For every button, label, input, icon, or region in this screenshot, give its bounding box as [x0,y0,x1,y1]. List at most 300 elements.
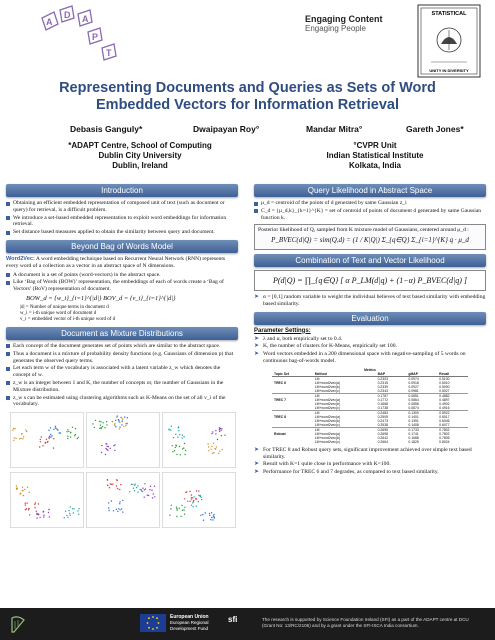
metric-cell: 0.2343 [377,388,388,393]
scatter-point [134,484,135,485]
scatter-point [122,421,123,422]
scatter-point [118,420,119,421]
scatter-point [108,510,109,511]
scatter-point [219,451,220,452]
scatter-point [149,489,150,490]
scatter-point [67,429,68,430]
scatter-point [203,520,204,521]
scatter-point [121,508,122,509]
scatter-point [144,489,145,490]
method-cell: LM [313,393,376,398]
scatter-point [114,450,115,451]
word2vec-label: Word2Vec: [6,255,35,262]
scatter-point [168,429,169,430]
scatter-point [114,424,115,425]
scatter-point [187,501,188,502]
scatter-point [183,509,184,510]
scatter-point [176,507,177,508]
scatter-point [148,495,149,496]
scatter-point [66,515,67,516]
metric-cell: 0.2483 [376,410,407,415]
scatter-point [122,512,123,513]
scatter-point [105,448,106,449]
scatter-point [112,484,113,485]
scatter-point [67,517,68,518]
scatter-point [50,427,51,428]
bow-bullet: A document is a set of points (word-vectors) in the abstract space. [6,272,238,279]
scatter-point [209,513,210,514]
affiliation-right [285,141,465,171]
definition-line: v_i = embedded vector of i-th unique word of d [20,316,116,322]
scatter-point [198,501,199,502]
scatter-point [12,430,13,431]
table-header: gMAP [406,372,437,377]
scatter-point [108,446,109,447]
scatter-point [110,448,111,449]
mixture-bullet: z_w s can be estimated using clustering algorithms such as K-Means on the set of all v_i of the vocabulary. [6,395,238,409]
scatter-point [68,510,69,511]
isi-bottom-text: UNITY IN DIVERSITY [429,68,469,73]
results-table [272,368,468,444]
scatter-point [43,511,44,512]
scatter-point [184,514,185,515]
scatter-point [213,516,214,517]
intro-bullet: Obtaining an efficient embedded representation of composed unit of text (such as document or query) for retrieval, is a difficult problem. [6,200,238,214]
scatter-point [126,423,127,424]
scatter-point [25,503,26,504]
scatter-point [201,497,202,498]
metric-cell: 0.6046 [439,418,450,423]
scatter-point [183,436,184,437]
scatter-point [70,506,71,507]
scatter-point [219,431,220,432]
scatter-point [48,512,49,513]
topic-set-cell: TREC 6 [274,380,287,385]
scatter-point [106,446,107,447]
scatter-point [211,446,212,447]
scatter-point [154,496,155,497]
scatter-point [120,484,121,485]
scatter-point [185,450,186,451]
scatter-point [23,436,24,437]
scatter-point [25,430,26,431]
scatter-point [49,438,50,439]
method-cell: LM [313,410,376,415]
scatter-point [28,508,29,509]
scatter-point [111,500,112,501]
scatter-point [40,439,41,440]
scatter-point [152,497,153,498]
scatter-point [120,417,121,418]
scatter-point [211,512,212,513]
scatter-point [171,426,172,427]
param-item: ➤ Word vectors embedded in a 200 dimensional space with negative-sampling of 5 words on continuous bag-of-words model. [254,351,486,365]
metric-cell: 0.1787 [376,393,407,398]
metric-cell: 0.0974 [406,376,437,381]
scatter-point [174,450,175,451]
method-cell: LM+word2vec(a) [314,397,341,402]
scatter-point [119,428,120,429]
scatter-point [121,424,122,425]
metric-cell: 0.1772 [377,397,388,402]
method-cell: LM+word2vec(a) [314,431,341,436]
word2vec-paragraph [6,256,238,270]
method-cell: LM+word2vec(b) [314,435,341,440]
scatter-point [131,484,132,485]
scatter-point [171,505,172,506]
scatter-point [219,427,220,428]
scatter-point [170,430,171,431]
scatter-point [34,507,35,508]
plot-frame [87,413,160,468]
scatter-point [29,492,30,493]
funding-line: (Grant No: 13/RC/2106) and by a grant under the SFI-ISCA India consortium. [262,623,419,628]
author-3: Mandar Mitra° [306,124,363,134]
scatter-point [101,452,102,453]
scatter-point [137,492,138,493]
scatter-point [198,491,199,492]
method-cell: LM+word2vec(c) [314,422,340,427]
scatter-point [53,429,54,430]
scatter-point [123,426,124,427]
metric-cell: 0.1668 [377,401,388,406]
scatter-point [172,445,173,446]
scatter-point [46,439,47,440]
scatter-point [102,426,103,427]
scatter-point [177,510,178,511]
scatter-point [175,445,176,446]
adapt-letter: T [106,48,112,58]
results-table-body [272,376,468,444]
cluster-plots [6,410,238,532]
scatter-point [175,434,176,435]
scatter-point [184,443,185,444]
metric-cell: 0.5922 [437,410,468,415]
bow-formula: BOW_d = {w_i}_{i=1}^{|d|} BOV_d = {v_i}_{i=1}^{|d|} [26,294,176,302]
metric-cell: 0.1741 [408,431,419,436]
word2vec-text: A word embedding technique based on Recurrent Neural Network (RNN) represents every word of a collection as a vector in an abstract space of N dimensions. [6,255,226,269]
eu-flag-icon [140,614,166,632]
mixture-bullet: Let each term w of the vocabulary is associated with a latent variable z_w which denotes the concept of w. [6,365,238,379]
method-cell: LM+word2vec(b) [314,401,341,406]
scatter-point [21,433,22,434]
scatter-point [47,442,48,443]
left-column [6,180,238,532]
scatter-point [195,498,196,499]
scatter-point [102,422,103,423]
scatter-point [72,427,73,428]
scatter-point [68,431,69,432]
affil-line: Dublin City University [98,151,182,160]
scatter-point [177,437,178,438]
scatter-point [26,431,27,432]
scatter-point [16,489,17,490]
scatter-point [215,430,216,431]
method-cell: LM+word2vec(b) [314,418,341,423]
adapt-logo [34,4,134,66]
plot-frame [163,413,236,468]
scatter-point [119,509,120,510]
scatter-point [34,504,35,505]
scatter-point [67,436,68,437]
scatter-point [70,437,71,438]
scatter-point [142,488,143,489]
metric-cell: 0.5027 [439,388,450,393]
scatter-point [73,512,74,513]
scatter-point [77,510,78,511]
scatter-point [191,505,192,506]
scatter-point [145,489,146,490]
scatter-point [106,443,107,444]
metric-cell: 0.7802 [437,427,468,432]
plot-frame [11,473,84,528]
scatter-point [151,490,152,491]
table-row [272,440,468,444]
eu-title: European Union [170,614,209,620]
metric-cell: 0.2303 [376,376,407,381]
scatter-point [92,423,93,424]
scatter-point [70,515,71,516]
metric-cell: 0.1733 [406,427,437,432]
isi-top-text: STATISTICAL [431,11,467,17]
metric-cell: 0.1391 [408,418,419,423]
affil-line: Dublin, Ireland [112,161,168,170]
scatter-point [107,485,108,486]
scatter-point [45,442,46,443]
scatter-point [115,426,116,427]
scatter-point [107,450,108,451]
scatter-point [192,497,193,498]
metric-cell: 0.8024 [439,439,450,444]
metric-cell: 0.2339 [377,384,388,389]
scatter-point [78,514,79,515]
scatter-point [27,487,28,488]
scatter-point [60,433,61,434]
section-heading-mixture: Document as Mixture Distributions [6,327,238,340]
scatter-point [106,424,107,425]
scatter-point [147,495,148,496]
scatter-point [95,420,96,421]
scatter-point [137,485,138,486]
parameter-settings-title: Parameter Settings: [254,327,311,334]
author-4: Gareth Jones* [406,124,464,134]
cluster-plot-1 [10,412,84,468]
scatter-point [180,454,181,455]
scatter-point [127,417,128,418]
method-cell: LM [313,427,376,432]
scatter-point [39,517,40,518]
scatter-point [179,434,180,435]
scatter-point [129,491,130,492]
scatter-point [212,431,213,432]
metric-cell: 0.0851 [406,393,437,398]
scatter-point [74,435,75,436]
scatter-point [25,505,26,506]
table-header: Recall [437,372,468,377]
metric-cell: 0.0918 [408,380,419,385]
scatter-point [205,512,206,513]
scatter-point [20,438,21,439]
scatter-point [100,421,101,422]
scatter-point [67,438,68,439]
scatter-point [193,500,194,501]
scatter-point [25,509,26,510]
scatter-point [69,513,70,514]
scatter-point [37,514,38,515]
brand-subtitle: Engaging People [305,24,366,33]
table-header: MAP [376,372,407,377]
metric-cell: 0.4902 [439,401,450,406]
scatter-point [153,494,154,495]
metric-cell: 0.5010 [439,380,450,385]
scatter-point [182,448,183,449]
scatter-point [202,514,203,515]
affil-line: Kolkata, India [348,161,401,170]
eu-line: European Regional [170,620,209,626]
ql-bullet: μ_d = centroid of the points of d generated by same Gaussian z_i [254,200,486,207]
scatter-point [178,430,179,431]
scatter-point [221,428,222,429]
scatter-point [217,439,218,440]
scatter-point [51,435,52,436]
method-cell: LM+word2vec(a) [314,380,341,385]
scatter-point [124,417,125,418]
scatter-point [189,501,190,502]
scatter-point [208,450,209,451]
title-line-2: Embedded Vectors for Information Retrieval [96,97,399,113]
scatter-point [196,490,197,491]
section-heading-evaluation: Evaluation [254,312,486,325]
bow-definitions [6,305,238,323]
affil-line: °CVPR Unit [353,141,397,150]
scatter-point [176,508,177,509]
param-item: ➤ K, the number of clusters for K-Means, empirically set 100. [254,343,486,350]
method-cell: LM+word2vec(c) [314,388,340,393]
scatter-point [117,488,118,489]
scatter-point [36,511,37,512]
scatter-point [99,421,100,422]
author-1: Debasis Ganguly* [70,124,143,134]
isi-logo [417,4,481,78]
metric-cell: 0.2698 [377,431,388,436]
scatter-point [75,428,76,429]
scatter-point [26,503,27,504]
metric-cell: 0.2695 [376,427,407,432]
method-cell: LM+word2vec(c) [314,405,340,410]
metric-cell: 0.1688 [408,435,419,440]
metric-cell: 0.0874 [408,405,419,410]
cluster-plot-6 [162,472,236,528]
scatter-point [49,436,50,437]
scatter-point [36,518,37,519]
footer-bar [0,608,495,640]
scatter-point [210,519,211,520]
metric-cell: 0.6077 [439,422,450,427]
cluster-plot-5 [86,472,160,528]
finding-item: ➤ Result with K=1 quite close in performance with K=100. [254,461,486,468]
scatter-point [119,422,120,423]
scatter-point [13,440,14,441]
topic-set-cell: TREC 7 [274,397,287,402]
scatter-point [193,501,194,502]
harp-icon [8,614,28,634]
intro-bullet: We introduce a set-based embedded representation to exploit word embeddings for information retrieval. [6,215,238,229]
mixture-bullet: Thus a document is a mixture of probability density functions (e.g. Gaussians of dimension p) that generates the observed query terms. [6,351,238,365]
scatter-point [200,495,201,496]
scatter-point [122,500,123,501]
scatter-point [212,519,213,520]
scatter-point [16,485,17,486]
scatter-point [209,515,210,516]
scatter-point [99,428,100,429]
scatter-point [207,443,208,444]
scatter-point [224,435,225,436]
metric-cell: 0.1738 [377,405,388,410]
scatter-point [211,517,212,518]
eu-line: Development Fund [170,625,209,631]
scatter-point [150,486,151,487]
author-2: Dwaipayan Roy° [193,124,260,134]
scatter-point [40,441,41,442]
scatter-point [55,428,56,429]
posterior-equation: P_BVEC(d|Q) = sim(Q,d) = (1 / K|Q|) Σ_{q∈Q} Σ_{i=1}^{K} q · μ_d [271,236,469,245]
metric-cell: 0.7805 [439,435,450,440]
scatter-point [53,448,54,449]
metric-cell: 0.4897 [439,397,450,402]
cluster-plot-4 [10,472,84,528]
metric-cell: 0.2473 [377,418,388,423]
scatter-point [113,510,114,511]
scatter-point [182,438,183,439]
engaging-content-brand [305,14,405,33]
adapt-letter: A [46,17,53,27]
bow-bullet: Like ‘Bag of Words (BOW)’ representation, the embeddings of each of words create a ‘Bag of Vectors’ (BoV) representation of document. [6,279,238,293]
scatter-point [94,427,95,428]
scatter-point [141,489,142,490]
scatter-point [119,489,120,490]
scatter-point [118,508,119,509]
metric-cell: 0.1401 [408,414,419,419]
scatter-point [142,491,143,492]
scatter-point [119,503,120,504]
scatter-point [101,445,102,446]
scatter-point [72,508,73,509]
scatter-point [221,435,222,436]
title-line-1: Representing Documents and Queries as Sets of Word [59,80,436,96]
scatter-point [191,497,192,498]
scatter-point [191,499,192,500]
eu-funding-label [170,614,209,631]
scatter-point [101,428,102,429]
table-header: Topic Set [272,372,313,377]
scatter-point [184,454,185,455]
metric-cell: 0.2642 [377,435,388,440]
scatter-point [116,417,117,418]
scatter-point [184,507,185,508]
scatter-point [22,490,23,491]
scatter-point [116,479,117,480]
scatter-point [20,493,21,494]
affil-line: Indian Statistical Institute [326,151,424,160]
metric-cell: 0.0858 [408,401,419,406]
scatter-point [212,453,213,454]
posterior-text: Posterior likelihood of Q, sampled from K mixture model of Gaussians, centered around μ_d : [258,227,469,234]
scatter-point [134,485,135,486]
brand-title: Engaging Content [305,14,383,24]
scatter-point [139,489,140,490]
scatter-point [104,427,105,428]
scatter-point [110,483,111,484]
